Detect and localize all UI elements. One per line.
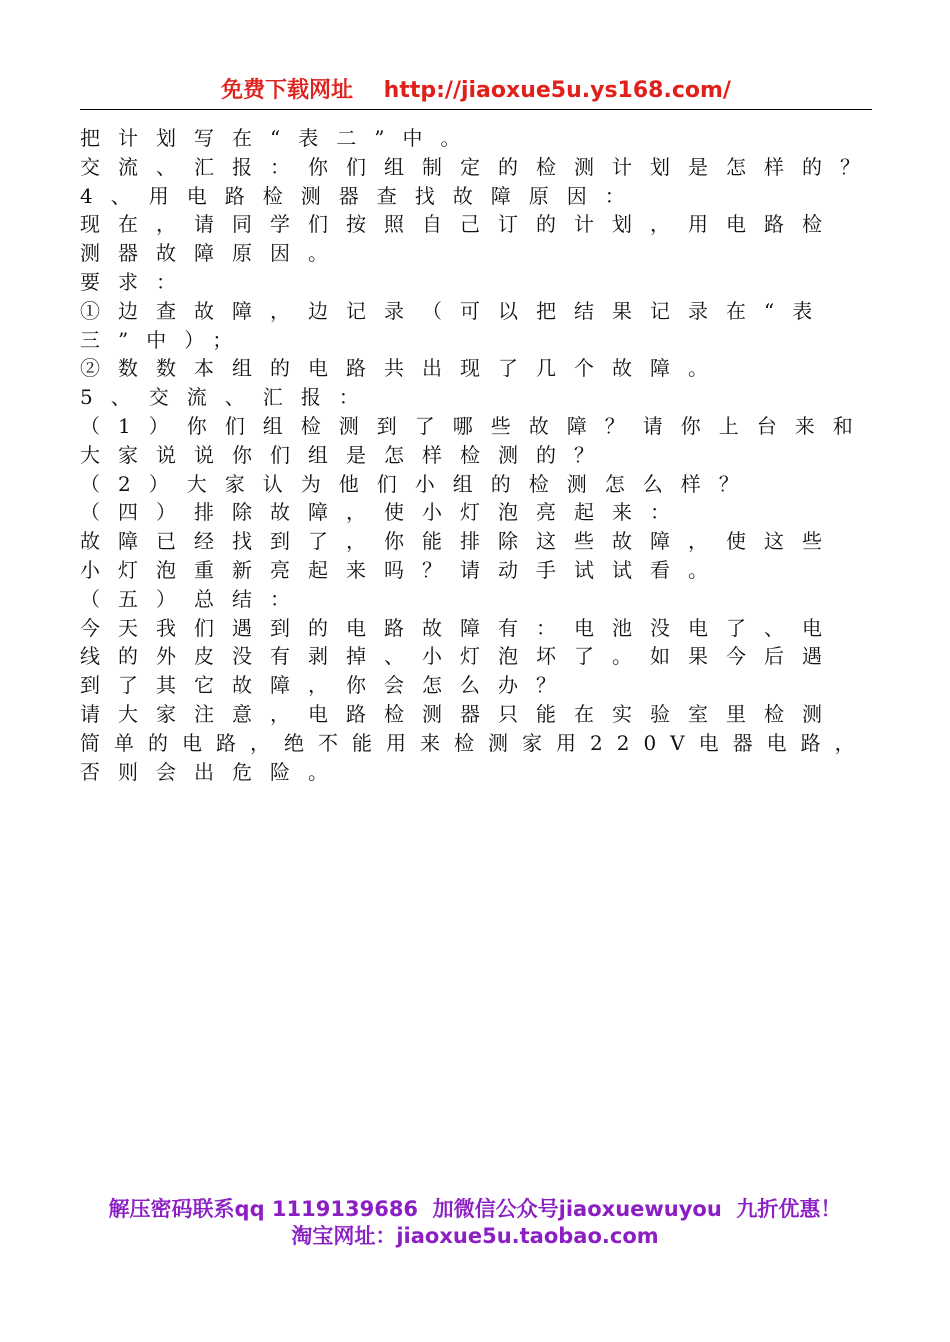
body-line: 简单的电路，绝不能用来检测家用220V电器电路， [80,730,869,755]
footer-contact-line: 解压密码联系qq 1119139686 加微信公众号jiaoxuewuyou 九折优惠！ [108,1197,842,1221]
body-line: ①边查故障，边记录（可以把结果记录在“表 [80,298,831,323]
body-line: 5、交流、汇报： [80,385,377,410]
body-line: 大家说说你们组是怎样检测的？ [80,442,612,467]
body-line: （1）你们组检测到了哪些故障？请你上台来和 [80,413,871,438]
body-line: 要求： [80,269,194,294]
body-line: （五）总结： [80,586,308,611]
body-line: 小灯泡重新亮起来吗？请动手试试看。 [80,557,726,582]
body-line: 线的外皮没有剥掉、小灯泡坏了。如果今后遇 [80,644,840,669]
page-footer [0,1196,950,1250]
body-line: 4、用电路检测器查找故障原因： [80,183,643,208]
body-line: 故障已经找到了，你能排除这些故障，使这些 [80,529,840,554]
body-line: （2）大家认为他们小组的检测怎么样？ [80,471,757,496]
footer-shop-url-line: 淘宝网址：jiaoxue5u.taobao.com [291,1224,659,1248]
body-line: 现在，请同学们按照自己订的计划，用电路检 [80,212,840,237]
download-url-header: 免费下载网址 http://jiaoxue5u.ys168.com/ [221,78,731,103]
body-line: 今天我们遇到的电路故障有：电池没电了、电 [80,615,840,640]
body-line: 否则会出危险。 [80,759,346,784]
body-line: 交流、汇报：你们组制定的检测计划是怎样的？ [80,154,878,179]
body-line: ②数数本组的电路共出现了几个故障。 [80,356,726,381]
body-line: 到了其它故障，你会怎么办？ [80,673,574,698]
body-line: 把计划写在“表二”中。 [80,126,479,150]
document-body [80,124,890,786]
body-line: 请大家注意，电路检测器只能在实验室里检测 [80,701,840,726]
body-line: 测器故障原因。 [80,241,346,266]
body-line: 三”中）； [80,327,251,352]
body-line: （四）排除故障，使小灯泡亮起来： [80,500,688,525]
page-header [80,74,872,110]
